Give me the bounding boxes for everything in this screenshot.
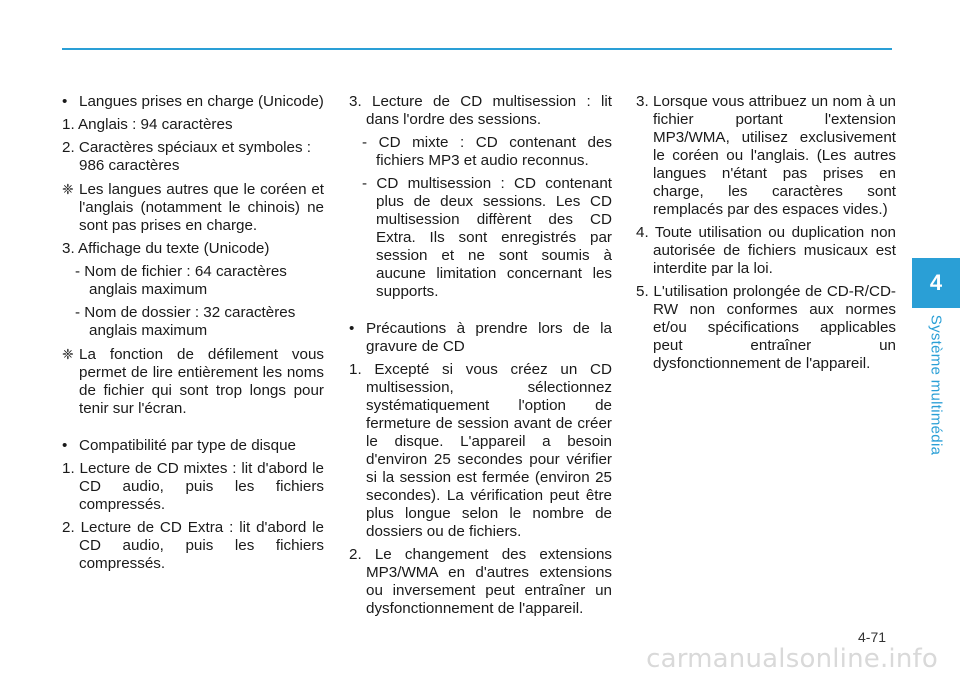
language-item-3: 3. Affichage du texte (Unicode) [62,240,270,257]
chapter-title: Système multimédia [927,314,945,456]
filename-limit: - Nom de fichier : 64 caractères anglais maximum [75,263,287,298]
note-unsupported-languages: ❈ Les langues autres que le coréen et l'anglais (notamment le chinois) ne sont pas prises en charge. [62,181,324,234]
column-3 [636,93,896,378]
compat-item-3: 3. Lecture de CD multisession : lit dans l'ordre des sessions. [349,93,612,128]
precaution-item-4: 4. Toute utilisation ou duplication non autorisée de fichiers musicaux est interdite par la loi. [636,224,896,277]
precaution-item-2: 2. Le changement des extensions MP3/WMA en d'autres extensions ou inversement peut entraîner un dysfonctionnement de l'appareil. [349,546,612,617]
compat-item-2: 2. Lecture de CD Extra : lit d'abord le CD audio, puis les fichiers compressés. [62,519,324,572]
mixed-cd-definition: - CD mixte : CD contenant des fichiers MP3 et audio reconnus. [362,134,612,169]
note-scrolling: ❈ La fonction de défilement vous permet de lire entièrement les noms de fichier qui sont trop longs pour tenir sur l'écran. [62,346,324,417]
compat-item-1: 1. Lecture de CD mixtes : lit d'abord le CD audio, puis les fichiers compressés. [62,460,324,513]
note-icon: ❈ [62,181,74,197]
column-1 [62,93,324,578]
page-number: 4-71 [858,629,887,645]
column-2 [349,93,612,623]
precautions-header: • Précautions à prendre lors de la gravure de CD [349,320,612,355]
foldername-limit: - Nom de dossier : 32 caractères anglais maximum [75,304,296,339]
language-item-1: 1. Anglais : 94 caractères [62,116,233,133]
precaution-item-1: 1. Excepté si vous créez un CD multisession, sélectionnez systématiquement l'option de fermeture de session avant de créer le disque. L'appareil a besoin d'environ 25 secondes pour vérifier si la session est fermée (environ 25 secondes). La vérification peut être plus longue selon le nombre de dossiers ou de fichiers. [349,361,612,540]
precaution-item-5: 5. L'utilisation prolongée de CD-R/CD-RW non conformes aux normes et/ou spécifications applicables peut entraîner un dysfonctionnement de l'appareil. [636,283,896,372]
watermark: carmanualsonline.info [646,644,938,674]
bullet-icon: • [62,93,68,110]
note-icon: ❈ [62,346,74,362]
bullet-icon: • [349,320,355,337]
multisession-cd-definition: - CD multisession : CD contenant plus de deux sessions. Les CD multisession diffèrent des CD Extra. Ils sont enregistrés par session et ne sont soumis à aucune limitation concernant les supports. [362,175,612,300]
chapter-number-tab: 4 [912,258,960,308]
languages-header: • Langues prises en charge (Unicode) [62,93,324,110]
compat-header: • Compatibilité par type de disque [62,437,296,454]
language-item-2: 2. Caractères spéciaux et symboles : 986 caractères [62,139,312,174]
precaution-item-3: 3. Lorsque vous attribuez un nom à un fichier portant l'extension MP3/WMA, utilisez exclusivement le coréen ou l'anglais. (Les autres langues n'étant pas prises en charge, les caractères sont remplacés par des espaces vides.) [636,93,896,218]
bullet-icon: • [62,437,68,454]
header-rule [62,48,892,50]
